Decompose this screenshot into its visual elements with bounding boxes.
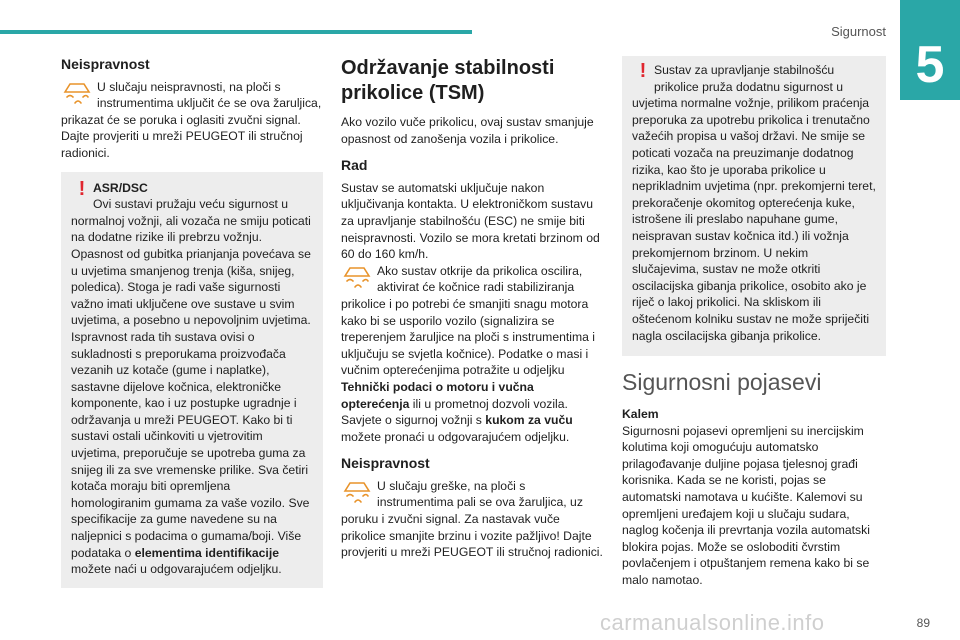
chapter-tab: 5 (900, 0, 960, 100)
page-number: 89 (916, 616, 930, 630)
asr-dsc-warning-box (61, 172, 323, 588)
box-text: Ovi sustavi pružaju veću sigurnost u normalnoj vožnji, ali vozača ne smiju poticati na dodatne rizike ili prebrzu vožnju. Opasnost od gubitka prianjanja povećava se u uvjetima smanjenog trenja (kiša, snijeg, poledica). Stoga je radi vaše sigurnosti važno imati uključene ove sustave u svim uvjetima, a posebno u nepovoljnim uvjetima. Ispravnost rada tih sustava ovisi o sukladnosti s preporukama proizvođača vezanih uz kotače (gume i naplatke), sastavne dijelove kočnica, elektroničke komponente, kao i uz postupke ugradnje i održavanja u mreži PEUGEOT. Kako bi ti sustavi ostali učinkoviti u vjetrovitim uvjetima, preporučuje se upotreba guma za snijeg ili za sve vremenske prilike. Sva četiri kotača moraju biti opremljena homologiranim gumama za vaše vozilo. Sve specifikacije za gume navedene su na naljepnici s podacima o gumama/boji. Više podataka o elementima identifikacije možete naći u odgovarajućem odjeljku. (71, 197, 311, 577)
fault-heading: Neispravnost (61, 56, 150, 72)
tsm-warning-box (622, 56, 886, 356)
tsm-title: Održavanje stabilnosti prikolice (TSM) (341, 57, 555, 104)
fault-text: U slučaju neispravnosti, na ploči s instrumentima uključit će se ova žaruljica, prikazat će se poruka i oglasiti zvučni signal. Dajte provjeriti u mreži PEUGEOT ili stručnoj radionici. (61, 79, 322, 160)
exclamation-icon: ! (639, 60, 647, 82)
seatbelts-text: Sigurnosni pojasevi opremljeni su inercijskim kolutima koji omogućuju automatsko prilagođavanje duljine pojasa tjelesnoj građi korisnika. Kada se ne koristi, pojas se automatski namotava u kućište. Kalemovi su opremljeni uređajem koji u slučaju sudara, naglog kočenja ili prevrtanja vozila automatski blokira pojas. Može se osloboditi čvrstim povlačenjem i otpuštanjem remena kako bi se malo namotao. (622, 423, 870, 588)
rad-heading: Rad (341, 157, 368, 174)
reel-subhead: Kalem (622, 407, 659, 422)
column-2 (341, 56, 603, 561)
column-1 (61, 56, 323, 588)
rad-detail: Ako sustav otkrije da prikolica oscilira, aktivirat će kočnice radi stabiliziranja prikolice i po potrebi će smanjiti snagu motora kako bi se usporilo vozilo (signalizira se treperenjem žaruljice na ploči s instrumentima i uključuju se svjetla kočnice). Podatke o masi i vučnim opterećenjima potražite u odjeljku Tehnički podaci o motoru i vučna opterećenja ili u prometnoj dozvoli vozila. Savjete o sigurnoj vožnji s kukom za vuču možete pronaći u odgovarajućem odjeljku. (341, 263, 596, 444)
tsm-warning-text: Sustav za upravljanje stabilnošću prikolice pruža dodatnu sigurnost u uvjetima normalne vožnje, prilikom praćenja preporuka za upotrebu prikolica i trenutačno važećih propisa u vašoj državi. Ne smije se poticati vozača na preuzimanje dodatnog rizika, kao što je uporaba prikolice u neprikladnim uvjetima (npr. prekomjerni teret, prekoračenje okomitog opterećenja kuke, istrošene ili preslabo napuhane gume, neispravan sustav kočnica itd.) ili vožnja prekomjernom brzinom. U nekim slučajevima, sustav ne može otkriti oscilacijska gibanja prikolice, osobito ako je riječ o lakoj prikolici. Na skliskom ili oštećenom kolniku sustav ne može spriječiti nagla oscilacijska gibanja prikolice. (632, 63, 876, 343)
trailer-stability-warning-icon (341, 263, 375, 293)
column-3 (622, 56, 886, 589)
trailer-fault-icon (341, 478, 375, 508)
exclamation-icon: ! (78, 177, 86, 200)
fault-text-2: U slučaju greške, na ploči s instrumentima pali se ova žaruljica, uz poruku i zvučni signal. Za nastavak vuče prikolice smanjite brzinu i vozite pažljivo! Dajte provjeriti u mreži PEUGEOT ili stručnoj radionici. (341, 478, 603, 560)
watermark: carmanualsonline.info (600, 610, 825, 635)
header-accent-bar (0, 30, 472, 34)
seatbelts-title: Sigurnosni pojasevi (622, 369, 822, 396)
fault-heading-2: Neispravnost (341, 455, 430, 472)
section-title: Sigurnost (831, 24, 886, 39)
rad-text: Sustav se automatski uključuje nakon uključivanja kontakta. U elektroničkom sustavu za upravljanje stabilnošću (ESC) ne smije biti neispravnosti. Vozilo se mora kretati brzinom od 60 do 160 km/h. (341, 180, 600, 262)
tsm-intro: Ako vozilo vuče prikolicu, ovaj sustav smanjuje opasnost od zanošenja vozila i prikolice. (341, 115, 594, 146)
esc-skid-warning-icon (61, 79, 95, 109)
box-title: ASR/DSC (93, 180, 148, 195)
